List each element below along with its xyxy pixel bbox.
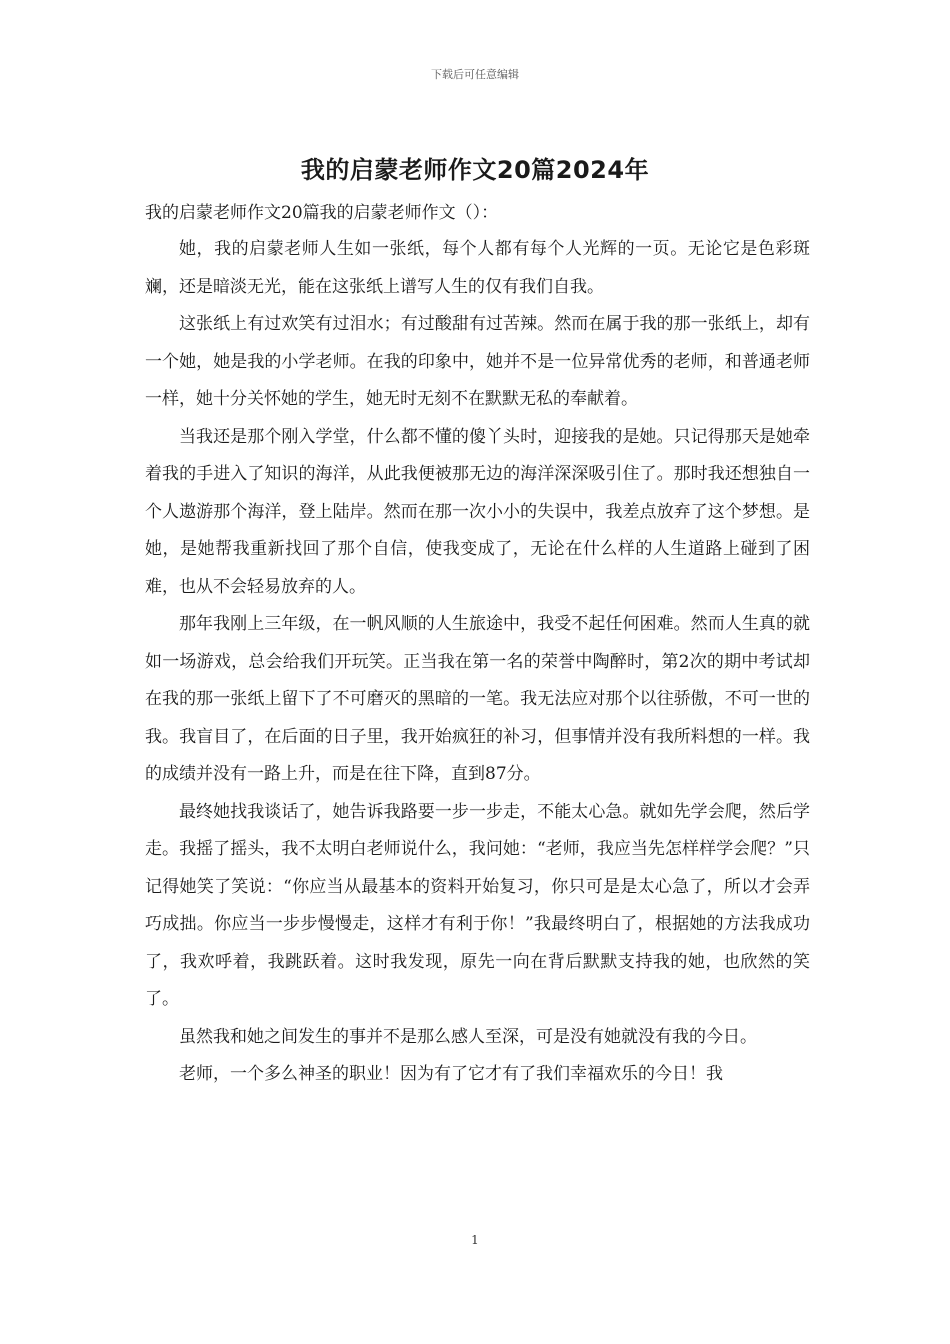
page-header-note: 下载后可任意编辑 bbox=[431, 68, 519, 81]
body-paragraph: 那年我刚上三年级，在一帆风顺的人生旅途中，我受不起任何困难。然而人生真的就如一场游戏，总会给我们开玩笑。正当我在第一名的荣誉中陶醉时，第2次的期中考试却在我的那一张纸上留下了不可磨灭的黑暗的一笔。我无法应对那个以往骄傲，不可一世的我。我盲目了，在后面的日子里，我开始疯狂的补习，但事情并没有我所料想的一样。我的成绩并没有一路上升，而是在往下降，直到87分。 bbox=[145, 614, 810, 784]
body-paragraph: 虽然我和她之间发生的事并不是那么感人至深，可是没有她就没有我的今日。 bbox=[179, 1026, 757, 1047]
body-paragraph: 当我还是那个刚入学堂，什么都不懂的傻丫头时，迎接我的是她。只记得那天是她牵着我的手进入了知识的海洋，从此我便被那无边的海洋深深吸引住了。那时我还想独自一个人遨游那个海洋，登上陆岸。然而在那一次小小的失误中，我差点放弃了这个梦想。是她，是她帮我重新找回了那个自信，使我变成了，无论在什么样的人生道路上碰到了困难，也从不会轻易放弃的人。 bbox=[145, 426, 810, 597]
body-paragraph: 她，我的启蒙老师人生如一张纸，每个人都有每个人光辉的一页。无论它是色彩斑斓，还是暗淡无光，能在这张纸上谱写人生的仅有我们自我。 bbox=[145, 239, 810, 297]
body-paragraph: 老师，一个多么神圣的职业！因为有了它才有了我们幸福欢乐的今日！我 bbox=[179, 1064, 723, 1084]
document-body bbox=[145, 231, 810, 1094]
body-paragraph: 最终她找我谈话了，她告诉我路要一步一步走，不能太心急。就如先学会爬，然后学走。我摇了摇头，我不太明白老师说什么，我问她：“老师，我应当先怎样样学会爬？”只记得她笑了笑说：“你应当从最基本的资料开始复习，你只可是是太心急了，所以才会弄巧成拙。你应当一步步慢慢走，这样才有利于你！”我最终明白了，根据她的方法我成功了，我欢呼着，我跳跃着。这时我发现，原先一向在背后默默支持我的她，也欣然的笑了。 bbox=[145, 801, 810, 1009]
document-subtitle: 我的启蒙老师作文20篇我的启蒙老师作文（）： bbox=[145, 203, 499, 223]
body-paragraph: 这张纸上有过欢笑有过泪水；有过酸甜有过苦辣。然而在属于我的那一张纸上，却有一个她，她是我的小学老师。在我的印象中，她并不是一位异常优秀的老师，和普通老师一样，她十分关怀她的学生，她无时无刻不在默默无私的奉献着。 bbox=[145, 314, 810, 409]
page-number: 1 bbox=[471, 1233, 479, 1247]
document-title: 我的启蒙老师作文20篇2024年 bbox=[300, 156, 650, 184]
